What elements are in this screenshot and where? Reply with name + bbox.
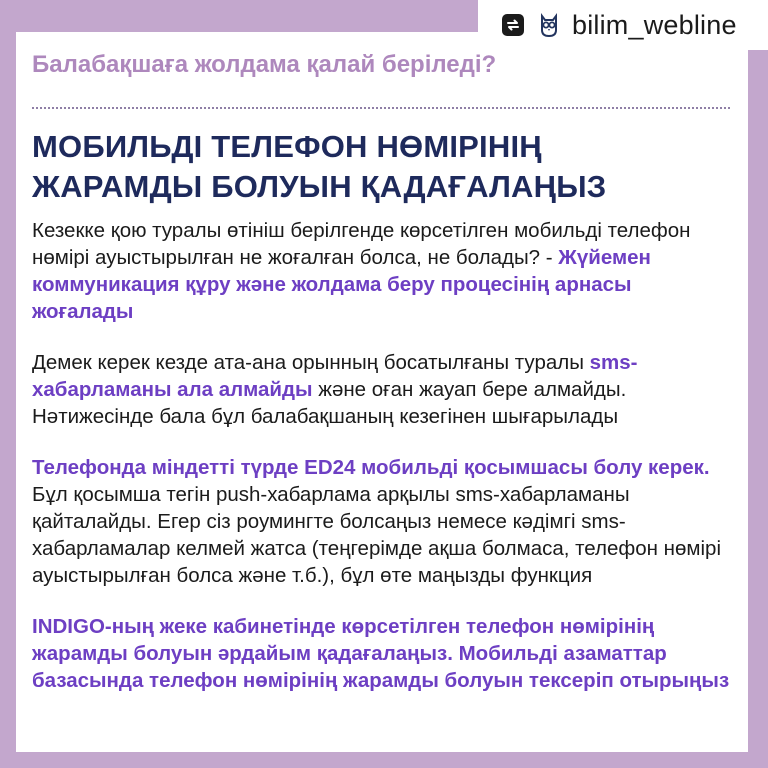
paragraph-1-highlight: Жүйемен коммуникация құру және жолдама беру процесінің арнасы жоғалады <box>32 246 651 323</box>
paragraph-3-highlight: Телефонда міндетті түрде ED24 мобильді қосымшасы болу керек. <box>32 456 710 479</box>
content-card <box>16 32 748 752</box>
main-heading <box>32 127 730 207</box>
paragraph-3-text: Бұл қосымша тегін push-хабарлама арқылы sms-хабарламаны қайталайды. Егер сіз роумингте болсаңыз немесе кәдімгі sms-хабарламалар келмей жатса (теңгерімде ақша болмаса, телефон нөмірі ауыстырылған болса және т.б.), бұл өте маңызды функция <box>32 483 722 587</box>
repost-badge[interactable] <box>478 0 768 50</box>
paragraph-2-text-start: Демек керек кезде ата-ана орынның босатылғаны туралы <box>32 351 590 374</box>
paragraph-4-highlight: INDIGO-ның жеке кабинетінде көрсетілген телефон нөмірінің жарамды болуын әрдайым қадағалаңыз. Мобильді азаматтар базасында телефон нөмірінің жарамды болуын тексеріп отырыңыз <box>32 615 730 692</box>
paragraph-1-text: Кезекке қою туралы өтініш берілгенде көрсетілген мобильді телефон нөмірі ауыстырылған не жоғалған болса, не болады? - <box>32 219 691 269</box>
paragraph-1 <box>32 217 730 325</box>
heading-line-1: МОБИЛЬДІ ТЕЛЕФОН НӨМІРІНІҢ <box>32 129 542 164</box>
repost-handle[interactable]: bilim_webline <box>572 9 737 40</box>
paragraph-2 <box>32 349 730 430</box>
paragraph-2-highlight: sms-хабарламаны ала алмайды <box>32 351 638 401</box>
post-subtitle: Балабақшаға жолдама қалай беріледі? <box>32 51 497 78</box>
repost-icon <box>500 12 526 38</box>
paragraph-4 <box>32 613 730 694</box>
heading-line-2: ЖАРАМДЫ БОЛУЫН ҚАДАҒАЛАҢЫЗ <box>32 169 607 204</box>
paragraph-2-text-end: және оған жауап бере алмайды. Нәтижесінде бала бұл балабақшаның кезегінен шығарылады <box>32 378 627 428</box>
dotted-divider <box>32 107 730 109</box>
owl-icon <box>536 12 562 38</box>
paragraph-3 <box>32 454 730 589</box>
